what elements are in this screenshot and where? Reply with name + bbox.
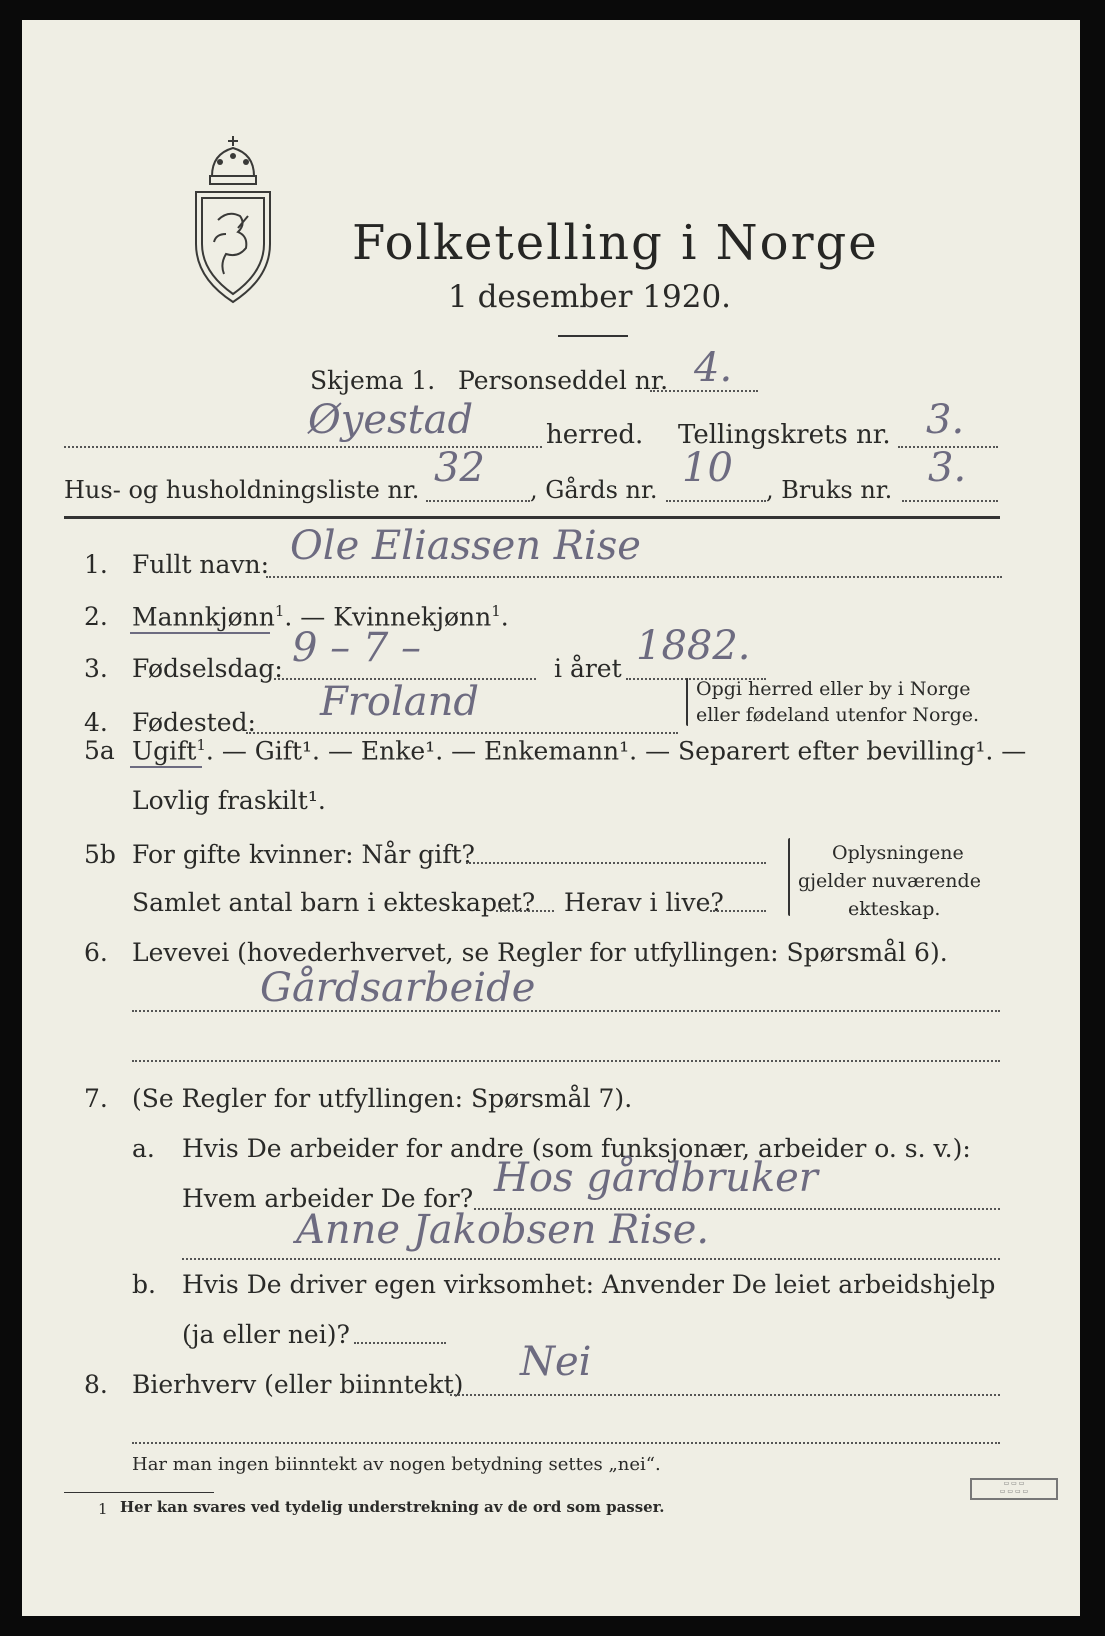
gards-line (666, 500, 766, 502)
q7a-employer-line1: Hos gårdbruker (494, 1155, 818, 1201)
q1-line (266, 576, 1002, 578)
q4-note-brace (686, 678, 688, 726)
q6-label: Levevei (hovederhvervet, se Regler for utfyllingen: Spørsmål 6). (132, 938, 948, 967)
q5a-ugift-underline (130, 766, 202, 768)
q2-female-option: Kvinnekjønn (333, 602, 492, 632)
q3-year-label: i året (554, 654, 622, 683)
gards-label: , Gårds nr. (530, 476, 658, 504)
q4-note-line1: Opgi herred eller by i Norge (696, 678, 971, 700)
form-title: Folketelling i Norge (352, 215, 879, 271)
q3-number: 3. (84, 654, 108, 683)
q7a-line2 (182, 1258, 1000, 1260)
tellingskrets-label: Tellingskrets nr. (678, 420, 891, 450)
q5b-label3: Herav i live? (564, 888, 724, 917)
q2-male-underline (130, 632, 270, 634)
q5a-ugift-option: Ugift (132, 736, 197, 766)
q6-number: 6. (84, 938, 108, 967)
q6-line2 (132, 1060, 1000, 1062)
gards-value: 10 (682, 445, 733, 491)
title-divider (558, 335, 628, 337)
q5b-label2: Samlet antal barn i ekteskapet? (132, 888, 536, 917)
q5b-note-brace (788, 838, 790, 916)
q7b-label2: (ja eller nei)? (182, 1320, 350, 1349)
footnote-divider (64, 1492, 214, 1493)
husliste-line (426, 500, 530, 502)
q5a-line2: Lovlig fraskilt¹. (132, 786, 326, 815)
husliste-value: 32 (434, 445, 485, 491)
q2-options: Mannkjønn$^1$. — Kvinnekjønn$^1$. (132, 602, 509, 632)
q3-label: Fødselsdag: (132, 654, 283, 683)
q5b-line2 (496, 910, 554, 912)
q4-label: Fødested: (132, 708, 256, 737)
q8-secondary-income: Nei (520, 1339, 592, 1385)
income-note: Har man ingen biinntekt av nogen betydning settes „nei“. (132, 1454, 661, 1475)
schema-label: Skjema 1. (310, 366, 436, 395)
q6-occupation: Gårdsarbeide (260, 965, 536, 1011)
q4-number: 4. (84, 708, 108, 737)
bruks-value: 3. (928, 445, 967, 491)
bruks-label: , Bruks nr. (766, 476, 893, 504)
husliste-label: Hus- og husholdningsliste nr. (64, 476, 420, 504)
q5b-number: 5b (84, 840, 116, 869)
tellingskrets-value: 3. (926, 397, 965, 443)
q2-number: 2. (84, 602, 108, 631)
q7a-label: Hvis De arbeider for andre (som funksjonær, arbeider o. s. v.): (182, 1134, 971, 1163)
q5b-note-line1: Oplysningene (832, 842, 964, 864)
q7a-label2: Hvem arbeider De for? (182, 1184, 474, 1213)
q8-line1 (450, 1394, 1000, 1396)
q8-line2 (132, 1442, 1000, 1444)
bruks-line (902, 500, 998, 502)
q1-number: 1. (84, 550, 108, 579)
q1-full-name: Ole Eliassen Rise (290, 523, 641, 569)
header-divider (64, 516, 1000, 519)
q2-male-option: Mannkjønn (132, 602, 275, 632)
q5a-number: 5a (84, 736, 115, 765)
q5b-line1 (466, 862, 766, 864)
q7b-label: Hvis De driver egen virksomhet: Anvender De leiet arbeidshjelp (182, 1270, 996, 1299)
printer-stamp-icon: ▭ ▭ ▭ ▭ ▭ ▭ ▭ (970, 1478, 1058, 1500)
census-form-page (22, 20, 1080, 1616)
q8-label: Bierhverv (eller biinntekt) (132, 1370, 464, 1399)
q3-birth-date: 9 – 7 – (292, 625, 422, 671)
q7-number: 7. (84, 1084, 108, 1113)
herred-label: herred. (546, 420, 644, 450)
q6-line1 (132, 1010, 1000, 1012)
q7b-line (354, 1342, 446, 1344)
footnote-text: Her kan svares ved tydelig understrekning av de ord som passer. (120, 1498, 665, 1516)
q7a-number: a. (132, 1134, 155, 1163)
herred-value: Øyestad (308, 397, 474, 443)
q5a-options: Ugift$^1$. — Gift¹. — Enke¹. — Enkemann¹. — Separert efter bevilling¹. — (132, 736, 1027, 766)
q7a-employer-line2: Anne Jakobsen Rise. (296, 1207, 710, 1253)
q5b-line3 (710, 910, 766, 912)
q3-birth-year: 1882. (636, 623, 751, 669)
personseddel-label: Personseddel nr. (458, 366, 669, 395)
q5b-label1: For gifte kvinner: Når gift? (132, 840, 475, 869)
q4-note-line2: eller fødeland utenfor Norge. (696, 704, 980, 726)
coat-of-arms-icon (190, 132, 276, 308)
q5b-note-line3: ekteskap. (848, 898, 941, 920)
q1-label: Fullt navn: (132, 550, 270, 579)
footnote-number: 1 (98, 1500, 108, 1518)
q7b-number: b. (132, 1270, 156, 1299)
q4-birthplace: Froland (320, 679, 479, 725)
q7-label: (Se Regler for utfyllingen: Spørsmål 7). (132, 1084, 633, 1113)
q8-number: 8. (84, 1370, 108, 1399)
q5b-note-line2: gjelder nuværende (798, 870, 981, 892)
census-date: 1 desember 1920. (448, 279, 732, 315)
personseddel-value: 4. (694, 345, 733, 391)
q4-line (246, 732, 678, 734)
